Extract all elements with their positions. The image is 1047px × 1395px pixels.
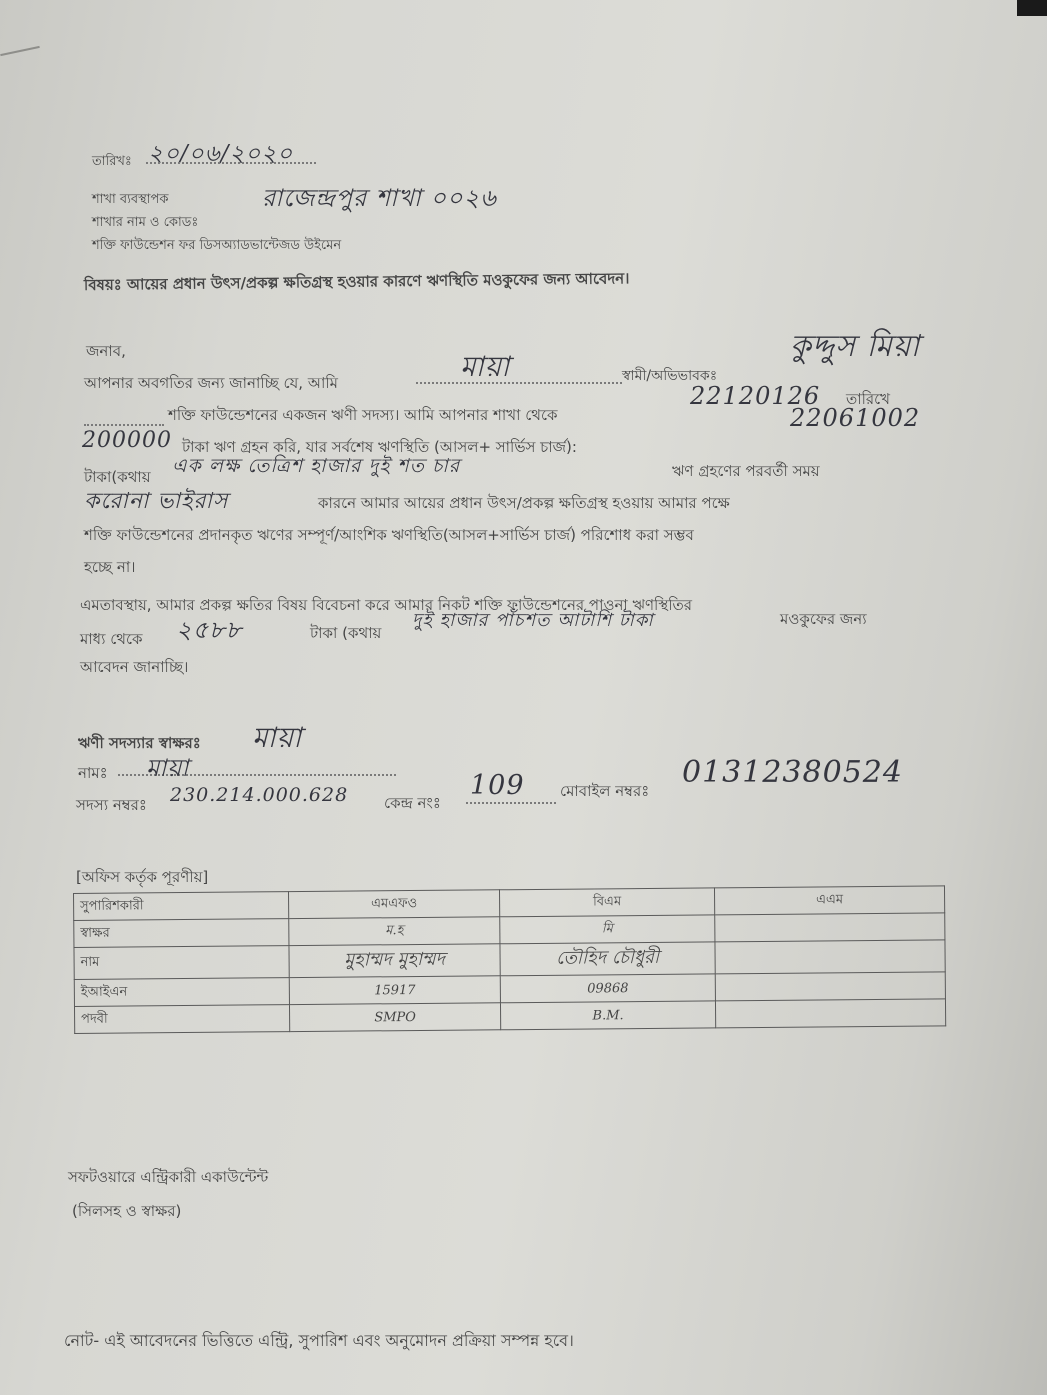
p2-line3-text: আবেদন জানাচ্ছি। (80, 658, 189, 676)
office-table (73, 885, 946, 1034)
loan-amount: 200000 (82, 428, 172, 453)
words-prefix: টাকা(কথায় (84, 468, 151, 486)
col-header-mfo: এমএফও (288, 890, 499, 919)
am-signature (715, 913, 945, 942)
name-label: নামঃ (78, 764, 108, 782)
bm-ein: 09868 (500, 974, 715, 1003)
am-designation (715, 999, 945, 1028)
seal-label: (সিলসহ ও স্বাক্ষর) (72, 1202, 182, 1220)
p1-line2-dotline (84, 424, 164, 426)
branch-value: রাজেন্দ্রপুর শাখা ০০২৬ (262, 184, 497, 212)
row-label-name: নাম (74, 946, 289, 980)
am-name (715, 940, 945, 974)
subject-line: বিষয়ঃ আয়ের প্রধান উৎস/প্রকল্প ক্ষতিগ্রস্থ হওয়ার কারণে ঋণস্থিতি মওকুফের জন্য আবেদন। (83, 269, 630, 294)
p2-line1-text: এমতাবস্থায়, আমার প্রকল্প ক্ষতির বিষয় বিবেচনা করে আমার নিকট শক্তি ফাউন্ডেশনের পাওনা ঋণস্থিতির (80, 596, 693, 614)
loan-date: 22120126 (690, 382, 821, 410)
p1-line5-text: কারনে আমার আয়ের প্রধান উৎস/প্রকল্প ক্ষতিগ্রস্থ হওয়ায় আমার পক্ষে (318, 494, 730, 512)
mobile-value: 01312380524 (682, 755, 903, 790)
row-label-ein: ইআইএন (74, 978, 289, 1007)
bm-signature: মি (500, 915, 715, 944)
mfo-designation: SMPO (289, 1003, 500, 1032)
signature-label: ঋণী সদস্যার স্বাক্ষরঃ (78, 734, 201, 752)
name-value: মায়া (146, 754, 190, 782)
row-label-signature: স্বাক্ষর (74, 919, 289, 948)
waive-words: দুই হাজার পাঁচশত আটাশি টাকা (412, 610, 654, 631)
footer-note: নোট- এই আবেদনের ভিত্তিতে এন্ট্রি, সুপারিশ এবং অনুমোদন প্রক্রিয়া সম্পন্ন হবে। (64, 1331, 574, 1350)
center-dotline (466, 802, 556, 804)
center-label: কেন্দ্র নংঃ (384, 794, 441, 812)
p1-line6-text: শক্তি ফাউন্ডেশনের প্রদানকৃত ঋণের সম্পূর্ণ/আংশিক ঋণস্থিতি(আসল+সার্ভিস চার্জ) পরিশোধ করা সম্ভব (84, 526, 694, 544)
waive-amount: ২৫৮৮ (176, 616, 243, 644)
mfo-signature: ম.হ (289, 917, 500, 946)
row-label-designation: পদবী (74, 1005, 289, 1034)
p2-line2-end: মওকুফের জন্য (780, 610, 867, 628)
guardian-value: কুদ্দুস মিয়া (790, 329, 921, 364)
balance-words: এক লক্ষ তেত্রিশ হাজার দুই শত চার (172, 455, 461, 477)
date-value: ২০/০৬/২০২০ (148, 141, 294, 167)
salutation: জনাব, (86, 342, 126, 360)
member-number-value: 230.214.000.628 (170, 784, 349, 806)
p2-line2-text: মাধ্য থেকে (80, 630, 143, 648)
p1-line7-text: হচ্ছে না। (84, 558, 136, 576)
col-header-am: এএম (714, 886, 944, 915)
p2-words-prefix: টাকা (কথায় (310, 624, 382, 642)
date-dotline (146, 162, 316, 164)
bm-designation: B.M. (500, 1001, 715, 1030)
p1-line1-text: আপনার অবগতির জন্য জানাচ্ছি যে, আমি (84, 374, 338, 392)
reason-hand: করোনা ভাইরাস (84, 489, 229, 514)
p1-line3-text: টাকা ঋণ গ্রহন করি, যার সর্বশেষ ঋণস্থিতি (আসল+ সার্ভিস চার্জ): (182, 438, 577, 456)
member-name-hand: মায়া (460, 350, 511, 383)
dark-corner (1017, 0, 1047, 16)
balance-value: 22061002 (790, 404, 921, 432)
mfo-ein: 15917 (289, 976, 500, 1005)
accountant-label: সফটওয়ারে এন্ট্রিকারী একাউন্টেন্ট (68, 1168, 269, 1186)
col-header-recommender: সুপারিশকারী (74, 892, 289, 921)
loan-date-suffix: তারিখে (846, 390, 891, 408)
bm-name: তৌহিদ চৌধুরী (500, 942, 715, 976)
am-ein (715, 972, 945, 1001)
center-value: 109 (470, 770, 525, 801)
paper-fold-mark (0, 46, 40, 56)
org-line: শক্তি ফাউন্ডেশন ফর ডিসঅ্যাডভান্টেজড উইমেন (92, 238, 342, 253)
member-name-dotline (416, 382, 622, 384)
mobile-label: মোবাইল নম্বরঃ (560, 782, 650, 800)
member-signature: মায়া (252, 721, 303, 754)
office-heading: [অফিস কর্তৃক পূরণীয়] (76, 868, 209, 886)
member-number-label: সদস্য নম্বরঃ (76, 796, 147, 814)
date-label: তারিখঃ (92, 154, 132, 169)
p1-line4-text: ঋণ গ্রহণের পরবর্তী সময় (672, 462, 820, 480)
col-header-bm: বিএম (499, 888, 714, 917)
guardian-label: স্বামী/অভিভাবকঃ (622, 368, 718, 384)
branch-label: শাখার নাম ও কোডঃ (92, 215, 199, 230)
mfo-name: মুহাম্মদ মুহাম্মদ (289, 944, 500, 978)
p1-line2-text: শক্তি ফাউন্ডেশনের একজন ঋণী সদস্য। আমি আপনার শাখা থেকে (168, 406, 558, 424)
manager-label: শাখা ব্যবস্থাপক (92, 192, 169, 207)
